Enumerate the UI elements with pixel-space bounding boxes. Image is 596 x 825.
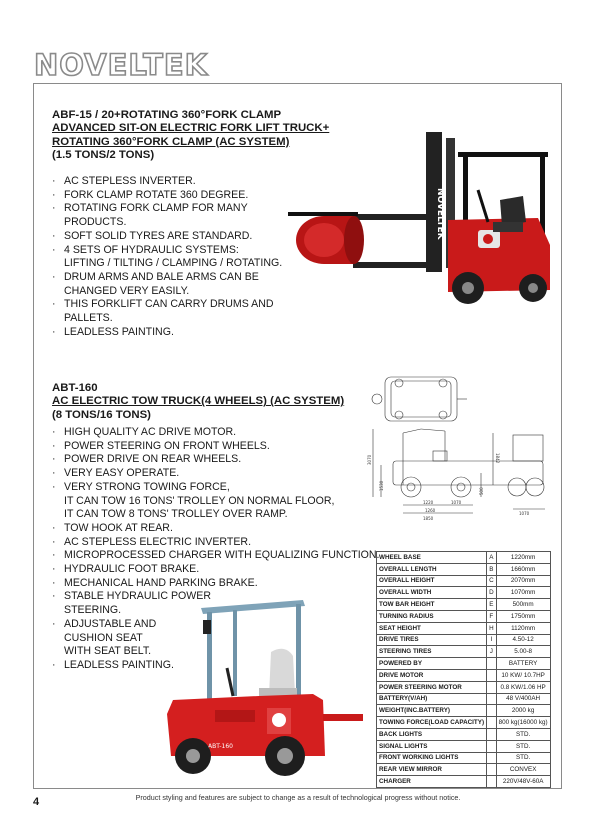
spec-name: POWERED BY [377,658,487,670]
tow-truck-image-label: ABT-160 [208,743,233,750]
drawing-dimension: 1850 [423,516,434,521]
spec-table [376,551,551,788]
product1-title-line: ADVANCED SIT-ON ELECTRIC FORK LIFT TRUCK+ [52,122,330,135]
spec-value: 0.8 KW/1.06 HP [496,681,550,693]
product1-feature-list [52,175,282,339]
spec-row [377,563,551,575]
spec-row [377,587,551,599]
spec-name: FRONT WORKING LIGHTS [377,752,487,764]
spec-value: STD. [496,752,550,764]
product2-title-line: ABT-160 [52,382,98,394]
feature-item: · FORK CLAMP ROTATE 360 DEGREE. [52,189,282,203]
feature-item: · LEADLESS PAINTING. [52,326,282,340]
spec-row [377,634,551,646]
spec-name: WEIGHT(INC.BATTERY) [377,705,487,717]
footer-disclaimer: Product styling and features are subject to change as a result of technological progress without notice. [135,793,461,802]
feature-item: · LEADLESS PAINTING. [52,659,379,673]
spec-code: B [487,563,497,575]
spec-name: BACK LIGHTS [377,728,487,740]
feature-item: · AC STEPLESS ELECTRIC INVERTER. [52,536,379,550]
spec-name: REAR VIEW MIRROR [377,764,487,776]
feature-item: · THIS FORKLIFT CAN CARRY DRUMS AND PALLETS. [52,298,282,325]
feature-item: · TOW HOOK AT REAR. [52,522,379,536]
feature-item: · SOFT SOLID TYRES ARE STANDARD. [52,230,282,244]
drawing-dimension: 1530 [379,480,384,491]
spec-code [487,717,497,729]
spec-code [487,693,497,705]
spec-value: 5.00-8 [496,646,550,658]
spec-row [377,752,551,764]
spec-row [377,646,551,658]
spec-value: 800 kg(16000 kg) [496,717,550,729]
product1-title-line: ABF-15 / 20+ROTATING 360°FORK CLAMP [52,109,282,121]
spec-name: SEAT HEIGHT [377,622,487,634]
drawing-dimension: 500 [479,487,484,495]
feature-item: · ADJUSTABLE AND CUSHION SEAT WITH SEAT BELT. [52,618,379,659]
drawing-dimension: 1220 [423,500,434,505]
feature-item: · POWER STEERING ON FRONT WHEELS. [52,440,379,454]
page-number: 4 [33,796,40,808]
spec-value: 1120mm [496,622,550,634]
feature-item: · MECHANICAL HAND PARKING BRAKE. [52,577,379,591]
feature-item: · HIGH QUALITY AC DRIVE MOTOR. [52,426,379,440]
feature-item: · STABLE HYDRAULIC POWER STEERING. [52,590,379,617]
spec-code [487,658,497,670]
spec-row [377,599,551,611]
forklift-image [288,130,553,310]
spec-value: 2070mm [496,575,550,587]
spec-code [487,764,497,776]
spec-value: 2000 kg [496,705,550,717]
spec-row [377,740,551,752]
tow-truck-image [163,596,375,782]
feature-item: · MICROPROCESSED CHARGER WITH EQUALIZING FUNCTION. [52,549,379,563]
brand-logo: NOVELTEK [34,48,209,82]
drawing-dimension: 1070 [451,500,462,505]
spec-code [487,681,497,693]
spec-code [487,752,497,764]
forklift-mast-brand: NOVELTEK [435,188,445,240]
spec-code [487,705,497,717]
spec-name: CHARGER [377,776,487,788]
spec-code [487,740,497,752]
spec-row [377,552,551,564]
spec-value: STD. [496,728,550,740]
spec-name: POWER STEERING MOTOR [377,681,487,693]
spec-code: A [487,552,497,564]
spec-row [377,658,551,670]
drawing-dimension: 1842 [495,453,500,464]
spec-value: 500mm [496,599,550,611]
spec-value: 48 V/400AH [496,693,550,705]
spec-row [377,776,551,788]
spec-row [377,705,551,717]
spec-code: H [487,622,497,634]
spec-name: OVERALL WIDTH [377,587,487,599]
spec-row [377,575,551,587]
feature-item: · VERY EASY OPERATE. [52,467,379,481]
spec-code: J [487,646,497,658]
spec-name: SIGNAL LIGHTS [377,740,487,752]
spec-row [377,669,551,681]
spec-row [377,610,551,622]
spec-row [377,764,551,776]
spec-row [377,622,551,634]
spec-code: C [487,575,497,587]
feature-item: · DRUM ARMS AND BALE ARMS CAN BE CHANGED VERY EASILY. [52,271,282,298]
spec-code [487,776,497,788]
spec-value: 1750mm [496,610,550,622]
spec-value: 1070mm [496,587,550,599]
spec-name: TOW BAR HEIGHT [377,599,487,611]
spec-name: WHEEL BASE [377,552,487,564]
feature-item: · HYDRAULIC FOOT BRAKE. [52,563,379,577]
spec-row [377,681,551,693]
feature-item: · ROTATING FORK CLAMP FOR MANY PRODUCTS. [52,202,282,229]
spec-value: 220V/48V-60A [496,776,550,788]
drawing-dimension: 3070 [367,454,372,465]
spec-value: 10 KW/ 10.7HP [496,669,550,681]
feature-item: · AC STEPLESS INVERTER. [52,175,282,189]
spec-row [377,693,551,705]
spec-value: 4.50-12 [496,634,550,646]
spec-value: 1220mm [496,552,550,564]
feature-item: · VERY STRONG TOWING FORCE, IT CAN TOW 16 TONS' TROLLEY ON NORMAL FLOOR, IT CAN TOW 8 TONS' TROLLEY OVER RAMP. [52,481,379,522]
spec-name: OVERALL HEIGHT [377,575,487,587]
product1-title-line: (1.5 TONS/2 TONS) [52,148,155,161]
spec-code: E [487,599,497,611]
spec-row [377,717,551,729]
spec-code: F [487,610,497,622]
spec-name: STEERING TIRES [377,646,487,658]
product1-title-line: ROTATING 360°FORK CLAMP (AC SYSTEM) [52,135,290,148]
drawing-dimension: 1070 [519,511,530,516]
spec-code: D [487,587,497,599]
spec-value: STD. [496,740,550,752]
spec-name: BATTERY(V/AH) [377,693,487,705]
spec-name: TOWING FORCE(LOAD CAPACITY) [377,717,487,729]
product2-title-line: (8 TONS/16 TONS) [52,408,151,421]
spec-code: I [487,634,497,646]
feature-item: · POWER DRIVE ON REAR WHEELS. [52,453,379,467]
spec-code [487,728,497,740]
spec-code [487,669,497,681]
drawing-dimension: 1260 [425,508,436,513]
spec-value: 1660mm [496,563,550,575]
product2-title-line: AC ELECTRIC TOW TRUCK(4 WHEELS) (AC SYSTEM) [52,395,345,408]
spec-name: OVERALL LENGTH [377,563,487,575]
spec-value: BATTERY [496,658,550,670]
spec-name: DRIVE MOTOR [377,669,487,681]
spec-row [377,728,551,740]
spec-value: CONVEX [496,764,550,776]
feature-item: · 4 SETS OF HYDRAULIC SYSTEMS: LIFTING / TILTING / CLAMPING / ROTATING. [52,244,282,271]
product2-title [52,382,344,422]
tow-truck-technical-drawing [363,373,553,523]
spec-name: TURNING RADIUS [377,610,487,622]
spec-name: DRIVE TIRES [377,634,487,646]
